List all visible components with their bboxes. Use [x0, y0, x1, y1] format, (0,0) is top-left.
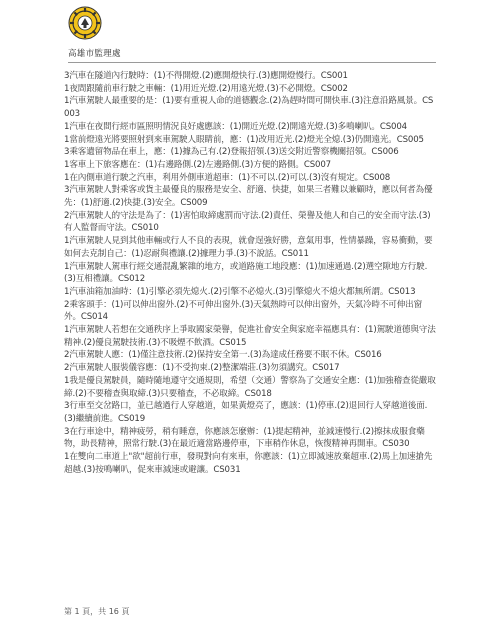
question-item: 2汽車駕駛人的守法是為了：(1)害怕取締處罰而守法.(2)責任、榮譽及他人和自己的安全而守法.(3)有人監督而守法。CS010	[64, 210, 431, 234]
question-item: 3在行車途中，精神疲勞，稍有睡意，你應該怎麼辦：(1)提起精神，並減速慢行.(2)擦抹成服食藥物，助長精神，照常行駛.(3)在最近適當路邊停車，下車稍作休息，恢復精神再開車。CS030	[64, 426, 425, 450]
question-item: 2汽車駕駛人服裝儀容應：(1)不受拘束.(2)整潔端莊.(3)勿須講究。CS017	[64, 363, 340, 374]
question-item: 1夜間跟隨前車行駛之車輛：(1)用近光燈.(2)用遠光燈.(3)不必開燈。CS002	[64, 83, 348, 94]
question-item: 1客車上下旅客應在：(1)右邊路側.(2)左邊路側.(3)方便的路側。CS007	[64, 159, 331, 170]
question-item: 1我是優良駕駛員，隨時隨地遵守交通規則，希望（交通）警察為了交通安全應：(1)加強稽查從嚴取締.(2)不要稽查與取締.(3)只要稽查，不必取締。CS018	[64, 375, 436, 399]
question-item: 1在內側車道行駛之汽車，利用外側車道超車：(1)不可以.(2)可以.(3)沒有規定。CS008	[64, 172, 391, 183]
page-footer: 第 1 頁，共 16 頁	[64, 607, 130, 616]
question-item: 2乘客頭手：(1)可以伸出窗外.(2)不可伸出窗外.(3)天氣熱時可以伸出窗外，天氣冷時不可伸出窗外。CS014	[64, 299, 423, 323]
question-item: 1汽車駕駛人見到其他車輛或行人不良的表現，就會逞強好勝，意氣用事，性情暴躁，容易衝動，要如何去克制自己：(1)忍耐與禮讓.(2)據理力爭.(3)不說話。CS011	[64, 236, 433, 259]
question-item: 3汽車駕駛人對乘客或貨主最優良的服務是安全、舒適、快捷，如果三者難以兼顧時，應以何者為優先：(1)舒適.(2)快捷.(3)安全。CS009	[64, 185, 433, 209]
question-item: 3行車至交岔路口，並已越過行人穿越道，如果黃燈亮了，應該：(1)停車.(2)退回行人穿越道後面.(3)繼續前進。CS019	[64, 401, 428, 424]
question-item: 2汽車駕駛人應：(1)僅注意技術.(2)保持安全第一.(3)為達成任務要不眠不休。CS016	[64, 350, 382, 361]
question-item: 1汽車駕駛人若想在交通秩序上爭取國家榮譽，促進社會安全與家庭幸福應具有：(1)駕駛道德與守法精神.(2)優良駕駛技術.(3)不吸煙不飲酒。CS015	[64, 325, 436, 348]
agency-seal-icon	[68, 6, 102, 40]
header-divider	[68, 62, 436, 63]
question-item: 1汽車油箱加油時：(1)引擎必須先熄火.(2)引擎不必熄火.(3)引擎熄火不熄火都無所謂。CS013	[64, 286, 416, 297]
question-item: 1當前燈遠光將要照射到來車駕駛人眼睛前，應：(1)改用近光.(2)燈光全熄.(3)仍開遠光。CS005	[64, 134, 424, 145]
question-item: 1汽車在夜間行經市區照明情況良好處應該：(1)開近光燈.(2)開遠光燈.(3)多鳴喇叭。CS004	[64, 121, 407, 132]
agency-name: 高雄市監理處	[68, 49, 121, 59]
question-list	[64, 70, 436, 477]
document-header	[0, 4, 495, 66]
question-item: 1汽車駕駛人最重要的是：(1)要有重視人命的道德觀念.(2)為趕時間可開快車.(3)注意沿路風景。CS003	[64, 96, 434, 120]
question-item: 3乘客遺留物品在車上，應：(1)據為己有.(2)登報招領.(3)送交附近警察機關招領。CS006	[64, 147, 399, 158]
question-item: 1汽車駕駛人駕車行經交通混亂繁雜的地方，或道路施工地段應：(1)加速通過.(2)選空隙地方行駛.(3)互相禮讓。CS012	[64, 261, 428, 285]
question-item: 1在雙向二車道上"欲"超前行車，發現對向有來車，你應該：(1)立即減速放棄超車.(2)馬上加速搶先超越.(3)按鳴喇叭，促來車減速或避讓。CS031	[64, 452, 433, 475]
question-item: 3汽車在隧道內行駛時：(1)不得開燈.(2)應開燈快行.(3)應開燈慢行。CS001	[64, 71, 348, 81]
